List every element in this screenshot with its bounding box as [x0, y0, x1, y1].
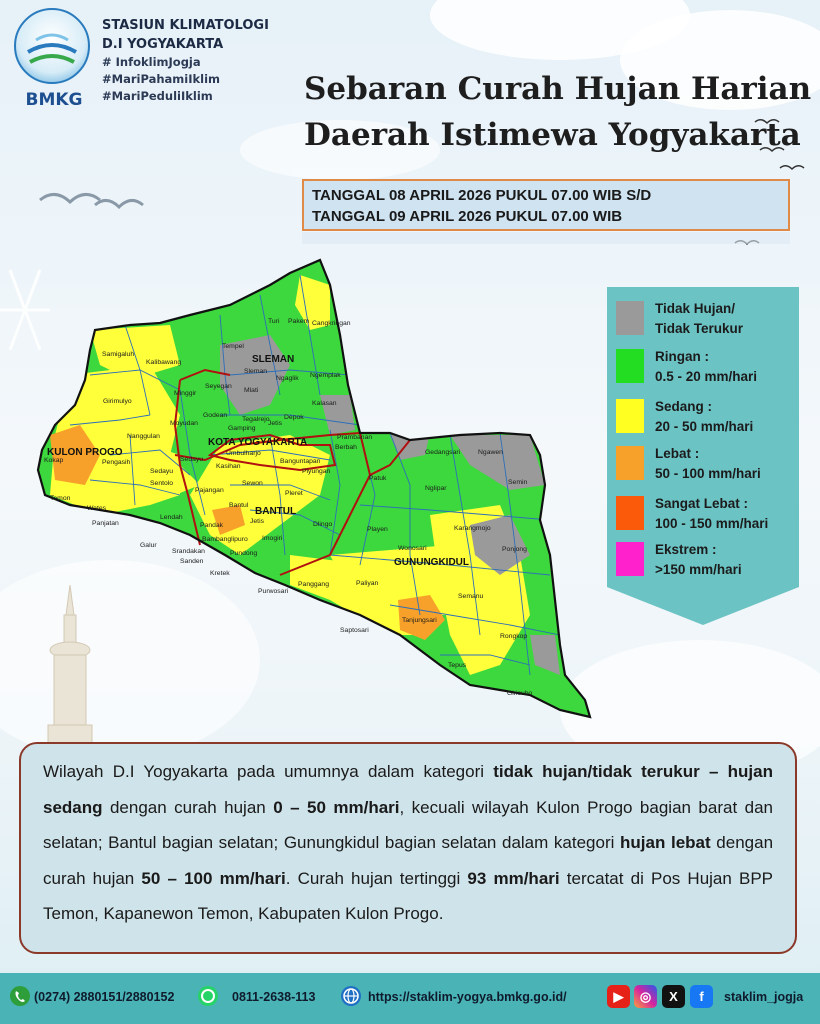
legend-item	[616, 347, 796, 387]
map-district-label: Nglipar	[425, 485, 447, 492]
station-name-line2: D.I YOGYAKARTA	[102, 37, 224, 52]
map-district-label: Turi	[268, 318, 280, 325]
footer-bar	[0, 973, 820, 1024]
map-district-label: Sentolo	[150, 480, 174, 487]
legend-label: Lebat :	[655, 446, 700, 461]
map-district-label: Minggir	[174, 390, 197, 397]
map-district-label: Lendah	[160, 514, 183, 521]
map-district-label: Tempel	[222, 343, 244, 350]
map-district-label: Srandakan	[172, 548, 205, 555]
station-name-line1: STASIUN KLIMATOLOGI	[102, 18, 269, 33]
map-district-label: Samigaluh	[102, 351, 135, 358]
description-text: tercatat di Pos Hujan BPP Temon, Kapanewon Temon, Kabupaten Kulon Progo.	[43, 868, 774, 923]
map-district-label: Tepus	[448, 662, 467, 669]
legend-swatch	[616, 399, 644, 433]
map-district-label: Nanggulan	[127, 433, 160, 440]
map-district-label: Tanjungsari	[402, 617, 437, 624]
logo-text: BMKG	[25, 90, 83, 110]
map-district-label: Galur	[140, 542, 157, 549]
map-district-label: Pandak	[200, 522, 224, 529]
map-district-label: Semanu	[458, 593, 484, 600]
map-regency-label: KOTA YOGYAKARTA	[208, 437, 308, 448]
map-district-label: Depok	[284, 414, 304, 421]
map-district-label: Berbah	[335, 444, 357, 451]
legend-item	[616, 494, 796, 534]
map-district-label: Rongkop	[500, 633, 528, 640]
description-text: Wilayah D.I Yogyakarta pada umumnya dalam kategori	[43, 762, 494, 781]
legend-swatch	[616, 542, 644, 576]
map-district-label: Purwosari	[258, 588, 289, 595]
phone-number[interactable]: (0274) 2880151/2880152	[34, 990, 175, 1004]
legend-range: 0.5 - 20 mm/hari	[655, 369, 758, 384]
map-district-label: Godean	[203, 412, 228, 419]
legend-item	[616, 540, 796, 580]
title-line2: Daerah Istimewa Yogyakarta	[304, 117, 801, 153]
map-district-label: Girisubo	[507, 690, 533, 697]
map-district-label: Ponjong	[502, 546, 527, 553]
map-district-label: Kasihan	[216, 463, 241, 470]
map-district-label: Paliyan	[356, 580, 379, 587]
map-district-label: Mlati	[244, 387, 259, 394]
legend-swatch	[616, 349, 644, 383]
legend-label: Ekstrem :	[655, 542, 717, 557]
map-district-label: Ngawen	[478, 449, 503, 456]
map-district-label: Playen	[367, 526, 388, 533]
date-range-line1: TANGGAL 08 APRIL 2026 PUKUL 07.00 WIB S/D	[312, 187, 652, 204]
description-text: , kecuali wilayah Kulon Progo bagian barat dan selatan; Bantul bagian selatan; Gunungkidul bagian selatan dalam kategori	[43, 797, 773, 852]
legend-swatch	[616, 301, 644, 335]
legend-item	[616, 444, 796, 484]
map-district-label: Sewon	[242, 480, 263, 487]
map-district-label: Dlingo	[313, 521, 333, 528]
map-district-label: Pleret	[285, 490, 303, 497]
map-district-label: Kokap	[44, 457, 64, 464]
map-district-label: Sleman	[244, 368, 268, 375]
map-district-label: Sedayu	[150, 468, 174, 475]
map-regency-label: SLEMAN	[252, 354, 295, 365]
map-district-label: Ngaglik	[276, 375, 299, 382]
legend-range: Tidak Terukur	[655, 321, 744, 336]
map-district-label: Girimulyo	[103, 398, 132, 405]
website-link[interactable]: https://staklim-yogya.bmkg.go.id/	[368, 990, 567, 1004]
map-district-label: Panjatan	[92, 520, 119, 527]
station-info	[102, 16, 269, 105]
map-district-label: Patuk	[369, 475, 387, 482]
map-district-label: Temon	[50, 495, 71, 502]
map-district-label: Banguntapan	[280, 458, 321, 465]
whatsapp-number[interactable]: 0811-2638-113	[232, 990, 316, 1004]
map-district-label: Imogiri	[262, 535, 283, 542]
map-district-label: Karangmojo	[454, 525, 491, 532]
description-text: . Curah hujan tertinggi	[285, 868, 468, 888]
date-box-reflection	[302, 232, 790, 244]
legend-range: >150 mm/hari	[655, 562, 742, 577]
map-district-label: Moyudan	[170, 420, 198, 427]
legend-range: 50 - 100 mm/hari	[655, 466, 761, 481]
map-regency-label: GUNUNGKIDUL	[394, 557, 469, 568]
map-district-label: Sedayu	[180, 456, 204, 463]
date-range-box	[302, 179, 790, 231]
map-district-label: Panggang	[298, 581, 329, 588]
map-district-label: Semin	[508, 479, 528, 486]
description-highlight: 93 mm/hari	[467, 868, 560, 888]
map-district-label: Pajangan	[195, 487, 224, 494]
map-district-label: Gedangsari	[425, 449, 461, 456]
globe-icon[interactable]	[341, 986, 361, 1006]
description-highlight: 50 – 100 mm/hari	[141, 868, 286, 888]
legend-label: Ringan :	[655, 349, 709, 364]
map-district-label: Kretek	[210, 570, 230, 577]
bmkg-logo	[10, 8, 100, 108]
youtube-icon[interactable]: ▶	[607, 985, 630, 1008]
map-district-label: Pundong	[230, 550, 258, 557]
legend-item	[616, 299, 796, 339]
map-district-label: Jetis	[268, 420, 282, 427]
map-district-label: Umbulharjo	[226, 450, 261, 457]
bmkg-emblem-icon	[14, 8, 90, 84]
map-district-label: Wonosari	[398, 545, 427, 552]
description-text: dengan curah hujan	[102, 797, 274, 817]
facebook-icon[interactable]: f	[690, 985, 713, 1008]
map-district-label: Gamping	[228, 425, 256, 432]
map-district-label: Bambanglipuro	[202, 536, 248, 543]
map-regency-label: BANTUL	[255, 506, 297, 517]
rainfall-map	[30, 255, 600, 725]
page-title	[304, 66, 811, 158]
map-district-label: Kalibawang	[146, 359, 182, 366]
description-text: dengan curah hujan	[43, 833, 774, 888]
legend-label: Tidak Hujan/	[655, 301, 736, 316]
map-district-label: Kalasan	[312, 400, 337, 407]
social-handle[interactable]: staklim_jogja	[724, 990, 804, 1004]
legend-swatch	[616, 496, 644, 530]
x-icon[interactable]: X	[662, 985, 685, 1008]
legend-label: Sangat Lebat :	[655, 496, 749, 511]
map-legend	[607, 287, 799, 625]
legend-item	[616, 397, 796, 437]
map-district-label: Cangkringan	[312, 320, 351, 327]
legend-range: 20 - 50 mm/hari	[655, 419, 754, 434]
map-district-label: Ngemplak	[310, 372, 341, 379]
map-district-label: Wates	[87, 505, 107, 512]
map-district-label: Pengasih	[102, 459, 131, 466]
map-district-label: Prambanan	[337, 434, 373, 441]
description-highlight: tidak hujan/tidak terukur – hujan sedang	[43, 762, 773, 817]
map-district-label: Seyegan	[205, 383, 232, 390]
map-district-label: Pakem	[288, 318, 310, 325]
map-district-label: Bantul	[229, 502, 249, 509]
phone-icon[interactable]	[10, 986, 30, 1006]
hashtag: #MariPeduliIklim	[102, 89, 213, 103]
map-district-label: Jetis	[250, 518, 264, 525]
description-box	[19, 742, 797, 954]
map-district-label: Tegalrejo	[242, 416, 270, 423]
instagram-icon[interactable]: ◎	[634, 985, 657, 1008]
map-district-label: Saptosari	[340, 627, 369, 634]
hashtag: #MariPahamiIklim	[102, 72, 220, 86]
map-district-label: Piyungan	[302, 468, 331, 475]
date-range-line2: TANGGAL 09 APRIL 2026 PUKUL 07.00 WIB	[312, 208, 623, 225]
description-highlight: 0 – 50 mm/hari	[273, 797, 400, 817]
legend-swatch	[616, 446, 644, 480]
whatsapp-icon[interactable]	[198, 986, 218, 1006]
title-line1: Sebaran Curah Hujan Harian	[304, 71, 812, 107]
legend-range: 100 - 150 mm/hari	[655, 516, 769, 531]
description-highlight: hujan lebat	[620, 833, 711, 852]
map-district-label: Sanden	[180, 558, 204, 565]
legend-label: Sedang :	[655, 399, 713, 414]
hashtag: # InfoklimJogja	[102, 55, 201, 69]
map-regency-label: KULON PROGO	[47, 447, 123, 458]
